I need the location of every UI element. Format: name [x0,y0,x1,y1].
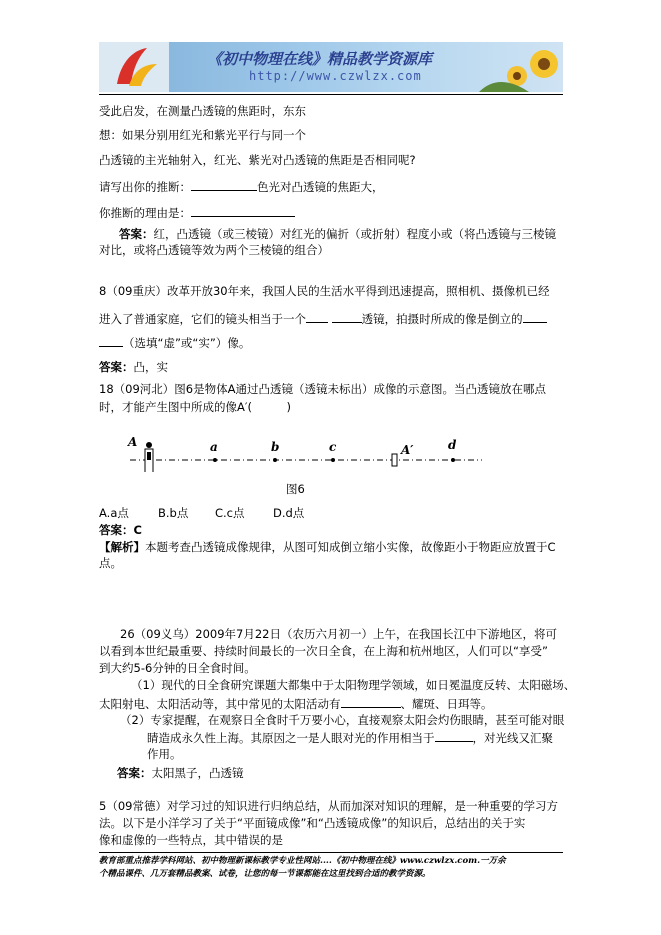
option-c: C.c点 [215,506,245,520]
intro-prompt: 请写出你的推断： [99,180,191,194]
label-a: a [210,440,218,454]
q26-line-3: 到大约5-6分钟的日全食时间。 [99,661,256,675]
q8-text-c: （选填“虚”或“实”）像。 [123,336,251,350]
q5-line-1: 5（09常德）对学习过的知识进行归纳总结，从而加深对知识的理解，是一种重要的学习方 [99,799,558,813]
q8-text-b: 透镜，拍摄时所成的像是倒立的 [361,312,523,326]
q18-answer [99,522,142,538]
q8-blank-3 [523,310,547,323]
option-a: A.a点 [99,506,129,520]
q8-line-2 [99,310,547,327]
object-a-head [146,442,152,448]
label-b: b [271,440,280,454]
figure-caption: 图6 [286,482,305,496]
answer-blank [191,178,257,191]
q26-part-2-line-1: （2）专家提醒，在观察日全食时千万要小心，直接观察太阳会灼伤眼睛，甚至可能对眼 [120,713,565,727]
answer-text: 太阳黑子，凸透镜 [151,766,244,780]
option-d: D.d点 [273,506,305,520]
q8-answer [99,359,168,375]
answer-label: 答案： [99,523,134,537]
q26-part-2-line-2 [147,729,553,746]
answer-text: 红，凸透镜（或三棱镜）对红光的偏折（或折射）程度小或（将凸透镜与三棱镜对比，或将凸透镜等效为两个三棱镜的组合） [99,227,556,257]
label-d: d [448,438,457,452]
label-A: A [128,435,138,449]
q26-blank-2 [435,729,473,742]
intro-answer [99,226,561,258]
analysis-label: 【解析】 [99,540,145,554]
analysis-text: 本题考查凸透镜成像规律，从图可知成倒立缩小实像，故像距小于物距应放置于C点。 [99,540,556,570]
reason-blank [191,204,295,217]
option-b: B.b点 [158,506,189,520]
answer-label: 答案： [119,227,154,241]
answer-text: C [133,523,142,537]
q18-analysis [99,539,561,571]
point-c [331,458,335,462]
point-b [273,458,277,462]
q26-part-1-text: 太阳射电、太阳活动等，其中常见的太阳活动有 [99,697,341,711]
intro-line-3: 凸透镜的主光轴射入，红光、紫光对凸透镜的焦距是否相同呢? [99,153,416,167]
label-c: c [329,440,337,454]
header-rule [99,94,563,95]
q5-line-3: 像和虚像的一些特点，其中错误的是 [99,833,283,847]
q26-line-2: 以看到本世纪最重要、持续时间最长的一次日全食，在上海和杭州地区，人们可以“享受” [99,644,548,658]
reason-prompt: 你推断的理由是： [99,206,191,220]
answer-text: 凸，实 [133,360,168,374]
label-A-prime: A′ [401,443,414,457]
header-banner [99,42,563,92]
banner-url: http://www.czwlzx.com [249,69,422,83]
intro-line-5 [99,204,295,221]
q8-text-a: 进入了普通家庭，它们的镜头相当于一个 [99,312,306,326]
q8-line-1: 8（09重庆）改革开放30年来，我国人民的生活水平得到迅速提高，照相机、摄像机已经 [99,284,550,298]
point-a [213,458,217,462]
q26-part-2-line-3: 作用。 [147,747,182,761]
q26-part-2-end: ，对光线又汇聚 [472,731,553,745]
q26-line-1: 26（09义乌）2009年7月22日（农历六月初一）上午，在我国长江中下游地区，将可 [120,627,557,641]
answer-label: 答案： [99,360,134,374]
q8-blank-1 [306,310,328,323]
q8-line-3 [99,334,250,351]
object-a-mark [147,452,151,460]
image-a-prime [392,454,397,466]
banner-title: 《初中物理在线》精品教学资源库 [207,50,433,68]
footer-line-1: 教育部重点推荐学科网站、初中物理新课标教学专业性网站....《初中物理在线》www.czwlzx.com.一万余 [99,856,506,866]
q18-line-2: 时，才能产生图中所成的像A′( ) [99,400,291,414]
answer-label: 答案： [117,766,152,780]
q26-part-1-line-1: （1）现代的日全食研究课题大都集中于太阳物理学领域，如日冕温度反转、太阳磁场、 [131,678,576,692]
q5-line-2: 法。以下是小洋学习了关于“平面镜成像”和“凸透镜成像”的知识后，总结出的关于实 [99,816,526,830]
intro-line-2: 想：如果分别用红光和紫光平行与同一个 [99,128,306,142]
q8-blank-4 [99,334,123,347]
q26-part-1-line-2 [99,695,493,712]
q26-part-2-text: 睛造成永久性上海。其原因之一是人眼对光的作用相当于 [147,731,435,745]
q26-answer [117,765,244,781]
footer-rule [99,852,563,853]
figure-6-diagram [120,432,490,472]
intro-line-4 [99,178,384,195]
intro-prompt-end: 色光对凸透镜的焦距大， [257,180,384,194]
q8-blank-2 [332,310,362,323]
q26-blank-1 [341,695,401,708]
q18-line-1: 18（09河北）图6是物体A通过凸透镜（透镜未标出）成像的示意图。当凸透镜放在哪点 [99,382,546,396]
q26-part-1-end: 、耀斑、日珥等。 [400,697,493,711]
footer-line-2: 个精品课件、几万套精品教案、试卷，让您的每一节课都能在这里找到合适的教学资源。 [99,869,431,879]
point-d [451,458,455,462]
intro-line-1: 受此启发，在测量凸透镜的焦距时，东东 [99,104,306,118]
